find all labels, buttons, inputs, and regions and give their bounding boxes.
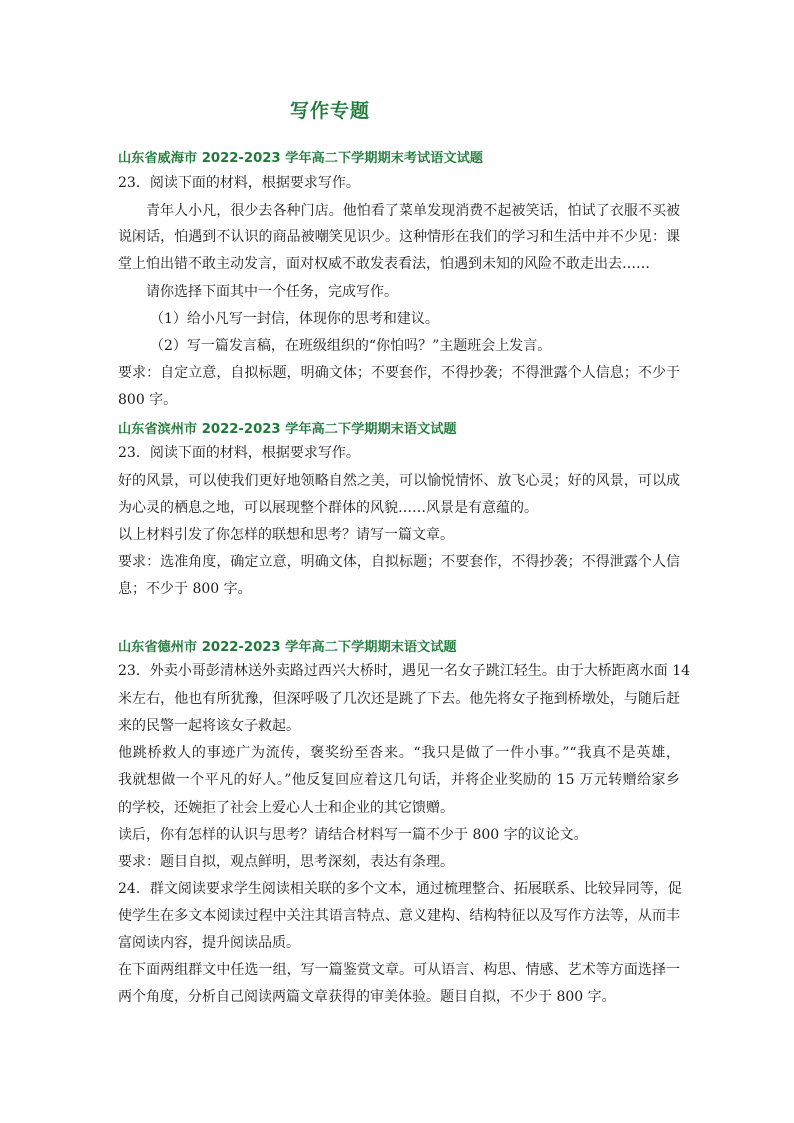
text-line: 请你选择下面其中一个任务，完成写作。 bbox=[146, 284, 398, 300]
text-line: 读后，你有怎样的认识与思考？请结合材料写一篇不少于 800 字的议论文。 bbox=[118, 827, 588, 843]
text-line: 24．群文阅读要求学生阅读相关联的多个文本，通过梳理整合、拓展联系、比较异同等，促 bbox=[118, 881, 682, 897]
text-line: 要求：自定立意，自拟标题，明确文体；不要套作，不得抄袭；不得泄露个人信息；不少于 bbox=[118, 365, 680, 381]
text-line: （2）写一篇发言稿，在班级组织的“你怕吗？”主题班会上发言。 bbox=[150, 338, 552, 354]
text-line: 在下面两组群文中任选一组，写一篇鉴赏文章。可从语言、构思、情感、艺术等方面选择一 bbox=[118, 962, 680, 978]
text-line: 23．阅读下面的材料，根据要求写作。 bbox=[118, 175, 360, 191]
text-line: 为心灵的栖息之地，可以展现整个群体的风貌……风景是有意蕴的。 bbox=[118, 500, 538, 516]
text-line: 富阅读内容，提升阅读品质。 bbox=[118, 935, 300, 951]
section-heading-binzhou: 山东省滨州市 2022-2023 学年高二下学期期末语文试题 bbox=[118, 422, 457, 437]
section-heading-dezhou: 山东省德州市 2022-2023 学年高二下学期期末语文试题 bbox=[118, 640, 457, 655]
text-line: 要求：题目自拟，观点鲜明，思考深刻，表达有条理。 bbox=[118, 854, 454, 870]
text-line: 23．阅读下面的材料，根据要求写作。 bbox=[118, 445, 360, 461]
text-line: 堂上怕出错不敢主动发言，面对权威不敢发表看法，怕遇到未知的风险不敢走出去…… bbox=[118, 256, 650, 272]
text-line: 好的风景，可以使我们更好地领略自然之美，可以愉悦情怀、放飞心灵；好的风景，可以成 bbox=[118, 473, 680, 489]
text-line: 息；不少于 800 字。 bbox=[118, 581, 252, 597]
text-line: 800 字。 bbox=[118, 392, 178, 408]
text-line: 来的民警一起将该女子救起。 bbox=[118, 718, 300, 734]
text-line: 使学生在多文本阅读过程中关注其语言特点、意义建构、结构特征以及写作方法等，从而丰 bbox=[118, 908, 680, 924]
text-line: 青年人小凡，很少去各种门店。他怕看了菜单发现消费不起被笑话，怕试了衣服不买被 bbox=[146, 203, 680, 219]
text-line: 说闲话，怕遇到不认识的商品被嘲笑见识少。这种情形在我们的学习和生活中并不少见：课 bbox=[118, 229, 680, 245]
text-line: 两个角度，分析自己阅读两篇文章获得的审美体验。题目自拟，不少于 800 字。 bbox=[118, 989, 616, 1005]
text-line: （1）给小凡写一封信，体现你的思考和建议。 bbox=[150, 311, 439, 327]
section-heading-weihai: 山东省威海市 2022-2023 学年高二下学期期末考试语文试题 bbox=[118, 151, 483, 166]
text-line: 23．外卖小哥彭清林送外卖路过西兴大桥时，遇见一名女子跳江轻生。由于大桥距离水面 14 bbox=[118, 663, 691, 679]
text-line: 他跳桥救人的事迹广为流传，褒奖纷至沓来。“我只是做了一件小事。”“我真不是英雄， bbox=[118, 745, 680, 761]
text-line: 要求：选准角度，确定立意，明确文体，自拟标题；不要套作，不得抄袭；不得泄露个人信 bbox=[118, 554, 680, 570]
text-line: 的学校，还婉拒了社会上爱心人士和企业的其它馈赠。 bbox=[118, 800, 454, 816]
text-line: 我就想做一个平凡的好人。”他反复回应着这几句话，并将企业奖励的 15 万元转赠给家乡 bbox=[118, 772, 680, 788]
text-line: 米左右，他也有所犹豫，但深呼吸了几次还是跳了下去。他先将女子拖到桥墩处，与随后赶 bbox=[118, 691, 680, 707]
text-line: 以上材料引发了你怎样的联想和思考？请写一篇文章。 bbox=[118, 527, 454, 543]
page-title: 写作专题 bbox=[290, 100, 371, 122]
